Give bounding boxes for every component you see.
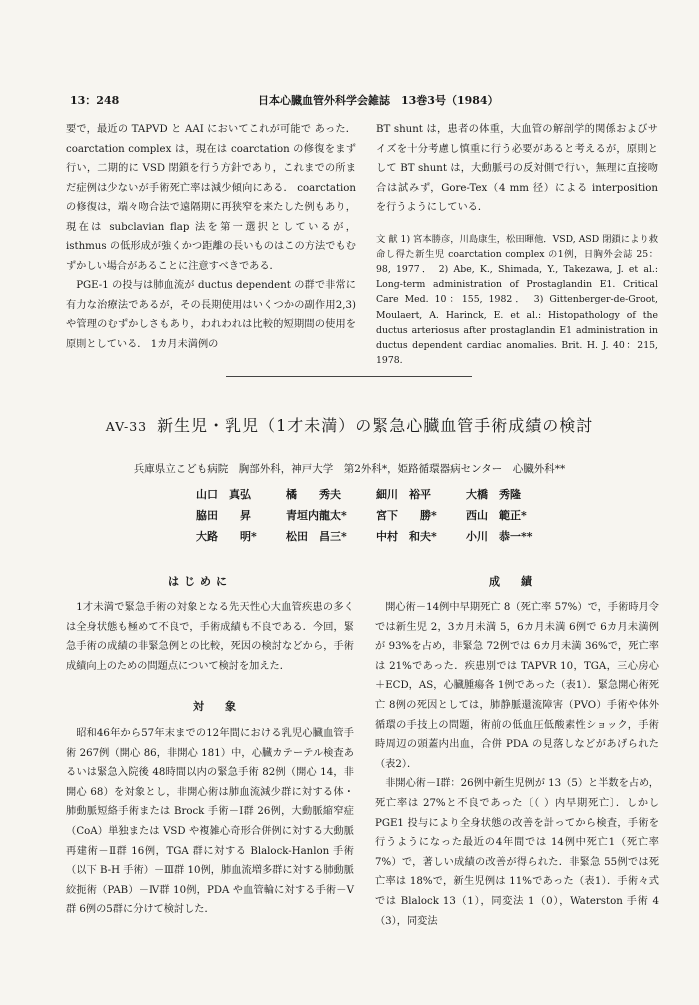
article-title-text: 新生児・乳児（1才未満）の緊急心臓血管手術成績の検討 — [157, 416, 594, 435]
subject-section — [66, 724, 354, 920]
affiliation: 兵庫県立こども病院 胸部外科，神戸大学 第2外科*，姫路循環器病センター 心臓外科** — [133, 463, 566, 475]
author: 大橋 秀隆 — [466, 488, 521, 501]
top-left-paragraph: PGE-1 の投与は肺血流が ductus dependent の群で非常に有力な治療法であるが，その長期使用はいくつかの副作用2,3)や管理のむずかしさもあり，われわれは比較的短期間の使用を原則としている． 1カ月未満例の — [66, 280, 356, 350]
author: 橘 秀夫 — [286, 488, 341, 501]
results-paragraph: 非開心術－Ⅰ群：26例中新生児例が 13（5）と半数を占め，死亡率は 27%と不良であった〔（ ）内早期死亡〕．しかし PGE1 投与により全身状態の改善を計ってから検査，手術を行うようになった最近の4年間では 14例中死亡1（死亡率 7%）で，著しい成績の改善が得られた．非緊急 55例では死亡率は 18%で，新生児例は 11%であった（表1）．手術々式では Blalock 13（1），同変法 1（0），Waterston 手術 4（3），同変法 — [375, 778, 659, 927]
running-header — [70, 92, 632, 110]
author: 青垣内龍太* — [286, 509, 347, 522]
subject-paragraph: 昭和46年から57年末までの12年間における乳児心臓血管手術 267例（開心 86，非開心 181）中，心臓カテーテル検査あるいは緊急入院後 48時間以内の緊急手術 82例（開心 14，非開心 68）を対象とし，非開心術は肺血流減少群に対する体・肺動脈短絡手術または Brock 手術－Ⅰ群 26例，大動脈縮窄症（CoA）単独または VSD や複雑心奇形合併例に対する大動脈再建術－Ⅱ群 16例，TGA 群に対する Blalock-Hanlon 手術（以下 B-H 手術）－Ⅲ群 10例，肺血流増多群に対する肺動脈絞扼術（PAB）－Ⅳ群 10例，PDA や血管輪に対する手術－Ⅴ群 6例の5群に分けて検討した． — [66, 728, 354, 916]
author: 松田 昌三* — [286, 530, 347, 543]
article-code: AV-33 — [105, 419, 148, 434]
author-row — [196, 484, 556, 505]
page-number: 13：248 — [70, 94, 120, 107]
subject-heading: 対 象 — [193, 700, 241, 713]
author-row — [196, 505, 556, 526]
intro-heading: はじめに — [168, 575, 232, 588]
results-heading: 成 績 — [489, 575, 537, 588]
article-title — [0, 413, 699, 436]
references: 文 献 1) 宮本勝彦，川島康生，松田暉他．VSD, ASD 閉鎖により救命し得た新生児 coarctation complex の1例，日胸外会誌 25：98, 1977． 2) Abe, K., Shimada, Y., Takezawa, J. et al.: Long-term administration of Prostaglandin E1. Critical Care Med. 10：155, 1982． 3) Gittenberger-de-Groot, Moulaert, A. Harinck, E. et al.: Histopathology of the ductus arteriosus after prostaglandin E1 administration in ductus dependent cardiac anomalies. Brit. H. J. 40：215, 1978. — [376, 233, 658, 367]
author: 西山 範正* — [466, 509, 527, 522]
author: 大路 明* — [196, 530, 257, 543]
author-row — [196, 526, 556, 547]
author: 山口 真弘 — [196, 488, 251, 501]
section-divider — [226, 376, 472, 377]
results-paragraph: 開心術－14例中早期死亡 8（死亡率 57%）で，手術時月令では新生児 2，3カ月未満 5，6カ月未満 6例で 6カ月未満例が 93%を占め，非緊急 72例では 6カ月未満 36%で，死亡率は 21%であった．疾患別では TAPVR 10，TGA，三心房心＋ECD，AS，心臓腫瘍各 1例であった（表1）．緊急開心術死亡 8例の死因としては，肺静脈還流障害（PVO）手術や体外循環の手技上の問題，術前の低血圧低酸素性ショック，手術時周辺の頭蓋内出血，合併 PDA の見落しなどがあげられた（表2）． — [375, 602, 659, 770]
top-left-paragraph: 要で，最近の TAPVD と AAI においてこれが可能で あった． coarctation complex は，現在は coarctation の修復をまず行い，二期的に VSD 閉鎖を行う方針であり，これまでの所まだ症例は少ないが手術死亡率は減少傾向にある． coarctation の修復は，端々吻合法で遠隔期に再狭窄を来たした例もあり，現在は subclavian flap 法を第一選択としているが， isthmus の低形成が強くかつ距離の長いものはこの方法でもむずかしい場合があることに注意すべきである． — [66, 124, 356, 272]
author: 小川 恭一** — [466, 530, 533, 543]
author: 脇田 昇 — [196, 509, 251, 522]
author-list — [196, 484, 556, 547]
author: 中村 和夫* — [376, 530, 437, 543]
top-left-column — [66, 120, 356, 354]
author: 細川 裕平 — [376, 488, 431, 501]
results-section — [375, 598, 659, 931]
intro-section — [66, 598, 354, 676]
top-right-paragraph: BT shunt は，患者の体重，大血管の解剖学的関係およびサイズを十分考慮し慎重に行う必要があると考えるが，原則として BT shunt は，大動脈弓の反対側で行い，無理に直接吻合は試みず，Gore-Tex（4 mm 径）による interposition を行うようにしている． — [376, 124, 658, 213]
author: 宮下 勝* — [376, 509, 437, 522]
intro-paragraph: 1才未満で緊急手術の対象となる先天性心大血管疾患の多くは全身状態も極めて不良で，手術成績も不良である．今回，緊急手術の成績の非緊急例との比較，死因の検討などから，手術成績向上のための問題点について検討を加えた． — [66, 602, 354, 672]
top-right-column — [376, 120, 658, 368]
journal-title: 日本心臓血管外科学会雑誌 13巻3号（1984） — [258, 94, 499, 107]
